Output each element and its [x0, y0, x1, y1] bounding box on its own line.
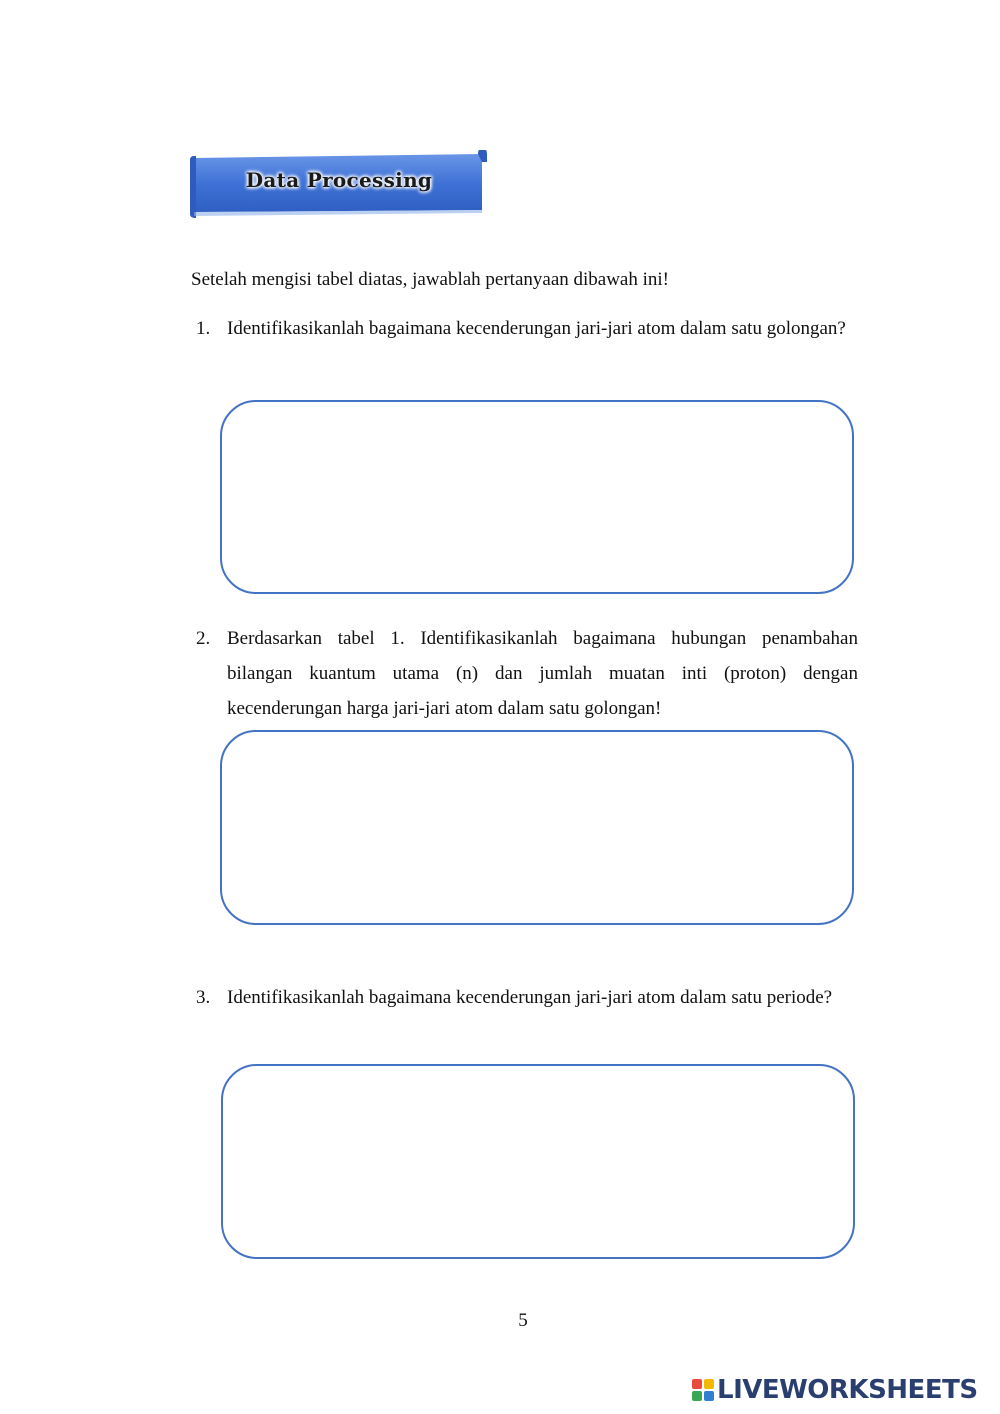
- instructions: Setelah mengisi tabel diatas, jawablah pertanyaan dibawah ini!: [191, 269, 669, 290]
- page-number: 5: [518, 1310, 528, 1331]
- brand-watermark: [692, 1372, 978, 1408]
- question-number: 2.: [196, 628, 211, 649]
- answer-box-2[interactable]: [220, 730, 854, 925]
- question-number: 1.: [196, 318, 211, 339]
- answer-box-1[interactable]: [220, 400, 854, 594]
- section-banner: [190, 150, 488, 216]
- question-text: Identifikasikanlah bagaimana kecenderungan jari-jari atom dalam satu periode?: [227, 987, 833, 1008]
- question-number: 3.: [196, 987, 211, 1008]
- question-text: Identifikasikanlah bagaimana kecenderungan jari-jari atom dalam satu golongan?: [227, 318, 846, 339]
- section-title: Data Processing: [245, 168, 433, 192]
- question-1: [191, 311, 858, 346]
- answer-box-3[interactable]: [221, 1064, 855, 1259]
- question-3: [191, 980, 858, 1015]
- brand-name: LIVEWORKSHEETS: [717, 1375, 978, 1405]
- question-2: [191, 621, 858, 726]
- liveworksheets-logo-icon: [692, 1379, 714, 1401]
- question-text: Berdasarkan tabel 1. Identifikasikanlah bagaimana hubungan penambahan bilangan kuantum utama (n) dan jumlah muatan inti (proton) dengan kecenderungan harga jari-jari atom dalam satu golongan!: [227, 628, 858, 719]
